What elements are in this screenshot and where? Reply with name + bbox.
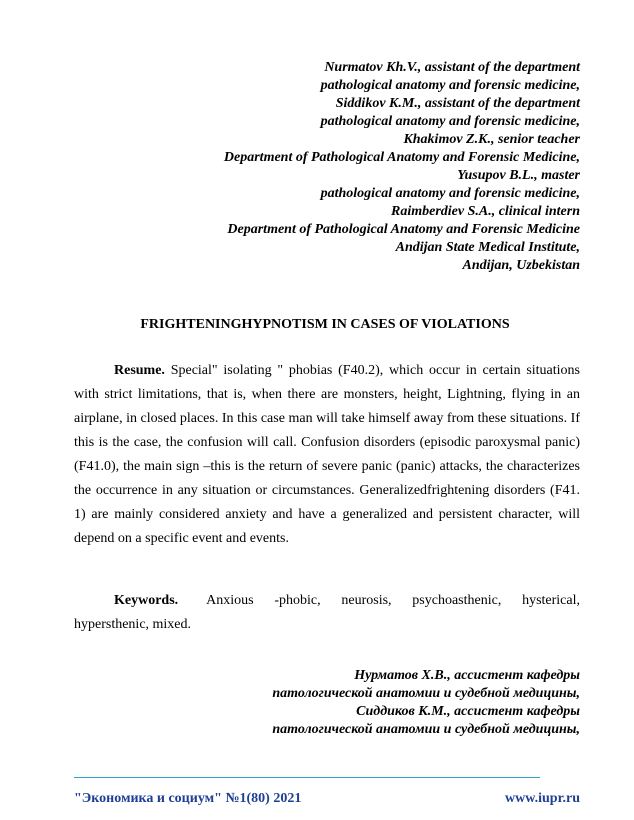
author-line: pathological anatomy and forensic medicine,: [320, 186, 580, 201]
author-line: Nurmatov Kh.V., assistant of the department: [324, 60, 580, 75]
keywords-paragraph: [74, 589, 580, 637]
paper-title: FRIGHTENINGHYPNOTISM IN CASES OF VIOLATIONS: [140, 317, 510, 332]
author-line: Raimberdiev S.A., clinical intern: [390, 204, 580, 219]
keywords-label: Keywords.: [114, 593, 179, 608]
author-line-ru: Нурматов Х.В., ассистент кафедры: [354, 668, 580, 683]
author-line: Siddikov K.M., assistant of the department: [335, 96, 580, 111]
author-line: Andijan State Medical Institute,: [395, 240, 580, 255]
resume-text: Special" isolating " phobias (F40.2), which occur in certain situations with strict limitations, that is, when there are monsters, height, Lightning, flying in an airplane, in closed places. In this case man will take himself away from these situations. If this is the case, the confusion will call. Confusion disorders (episodic paroxysmal panic) (F41.0), the main sign –this is the return of severe panic (panic) attacks, the characterizes the occurrence in any situation or circumstances. Generalizedfrightening disorders (F41. 1) are mainly considered anxiety and have a generalized and persistent character, will depend on a specific event and events.: [74, 363, 580, 546]
keywords-text: Anxious -phobic, neurosis, psychoasthenic, hysterical, hypersthenic, mixed.: [74, 593, 580, 632]
author-line-ru: патологической анатомии и судебной медицины,: [272, 722, 580, 737]
resume-label: Resume.: [114, 363, 165, 378]
author-line: pathological anatomy and forensic medicine,: [320, 114, 580, 129]
author-line: pathological anatomy and forensic medicine,: [320, 78, 580, 93]
resume-paragraph: [74, 359, 580, 551]
author-line: Andijan, Uzbekistan: [462, 258, 580, 273]
journal-name: "Экономика и социум" №1(80) 2021: [74, 791, 302, 806]
author-affiliations-ru: [70, 667, 580, 739]
author-line: Khakimov Z.K., senior teacher: [403, 132, 580, 147]
author-line-ru: патологической анатомии и судебной медицины,: [272, 686, 580, 701]
author-affiliations-en: [70, 59, 580, 275]
journal-website-link[interactable]: www.iupr.ru: [505, 791, 580, 806]
author-line-ru: Сиддиков К.М., ассистент кафедры: [356, 704, 580, 719]
author-line: Department of Pathological Anatomy and Forensic Medicine: [227, 222, 580, 237]
footer-divider: [74, 777, 540, 778]
author-line: Department of Pathological Anatomy and Forensic Medicine,: [223, 150, 580, 165]
author-line: Yusupov B.L., master: [457, 168, 580, 183]
